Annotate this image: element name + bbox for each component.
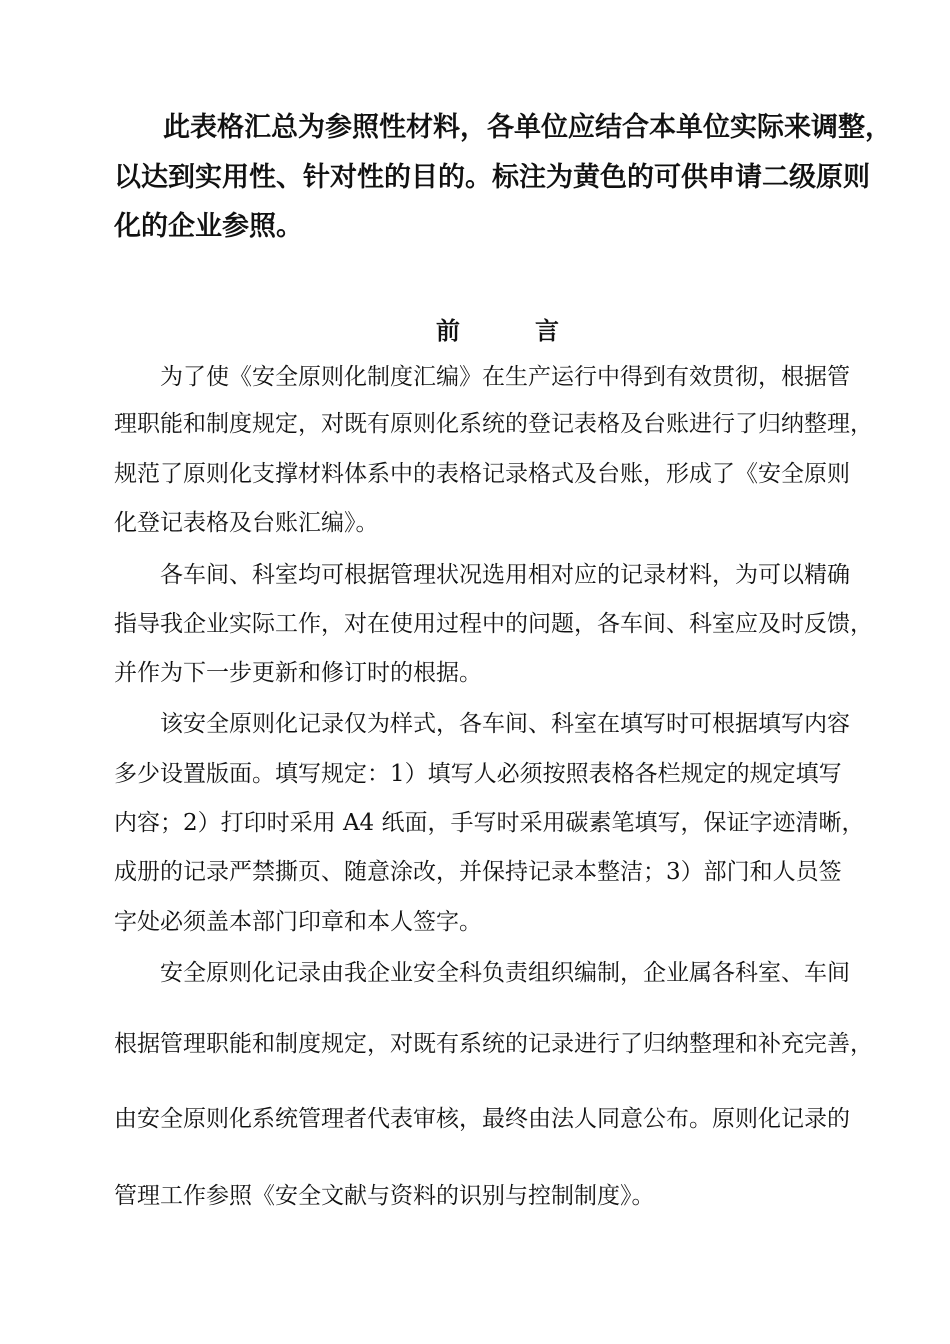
p1-line-1: 为了使《安全原则化制度汇编》在生产运行中得到有效贯彻，根据管 bbox=[160, 364, 850, 390]
p4-line-3: 由安全原则化系统管理者代表审核，最终由法人同意公布。原则化记录的 bbox=[114, 1106, 850, 1132]
p3-line-3: 内容；2）打印时采用 A4 纸面，手写时采用碳素笔填写，保证字迹清晰， bbox=[114, 810, 865, 836]
p4-line-1: 安全原则化记录由我企业安全科负责组织编制，企业属各科室、车间 bbox=[160, 960, 850, 986]
p3-line-2: 多少设置版面。填写规定：1）填写人必须按照表格各栏规定的规定填写 bbox=[114, 761, 842, 787]
p4-line-2: 根据管理职能和制度规定，对既有系统的记录进行了归纳整理和补充完善， bbox=[114, 1031, 873, 1057]
p3-line-4: 成册的记录严禁撕页、随意涂改，并保持记录本整洁；3）部门和人员签 bbox=[114, 859, 842, 885]
heading-char-1: 前 bbox=[436, 316, 460, 345]
p3-line-5: 字处必须盖本部门印章和本人签字。 bbox=[114, 909, 482, 935]
p2-line-2: 指导我企业实际工作，对在使用过程中的问题，各车间、科室应及时反馈， bbox=[114, 611, 873, 637]
p1-line-3: 规范了原则化支撑材料体系中的表格记录格式及台账，形成了《安全原则 bbox=[114, 461, 850, 487]
p1-line-4: 化登记表格及台账汇编》。 bbox=[114, 510, 379, 536]
notice-line-1: 此表格汇总为参照性材料，各单位应结合本单位实际来调整， bbox=[163, 112, 892, 143]
p2-line-3: 并作为下一步更新和修订时的根据。 bbox=[114, 660, 482, 686]
p3-line-1: 该安全原则化记录仅为样式，各车间、科室在填写时可根据填写内容 bbox=[160, 711, 850, 737]
preface-heading bbox=[436, 311, 559, 346]
heading-char-2: 言 bbox=[535, 316, 559, 345]
notice-line-3: 化的企业参照。 bbox=[114, 211, 303, 242]
p1-line-2: 理职能和制度规定，对既有原则化系统的登记表格及台账进行了归纳整理， bbox=[114, 411, 873, 437]
p2-line-1: 各车间、科室均可根据管理状况选用相对应的记录材料，为可以精确 bbox=[160, 562, 850, 588]
p4-line-4: 管理工作参照《安全文献与资料的识别与控制制度》。 bbox=[114, 1183, 655, 1209]
notice-line-2: 以达到实用性、针对性的目的。标注为黄色的可供申请二级原则 bbox=[114, 162, 870, 193]
